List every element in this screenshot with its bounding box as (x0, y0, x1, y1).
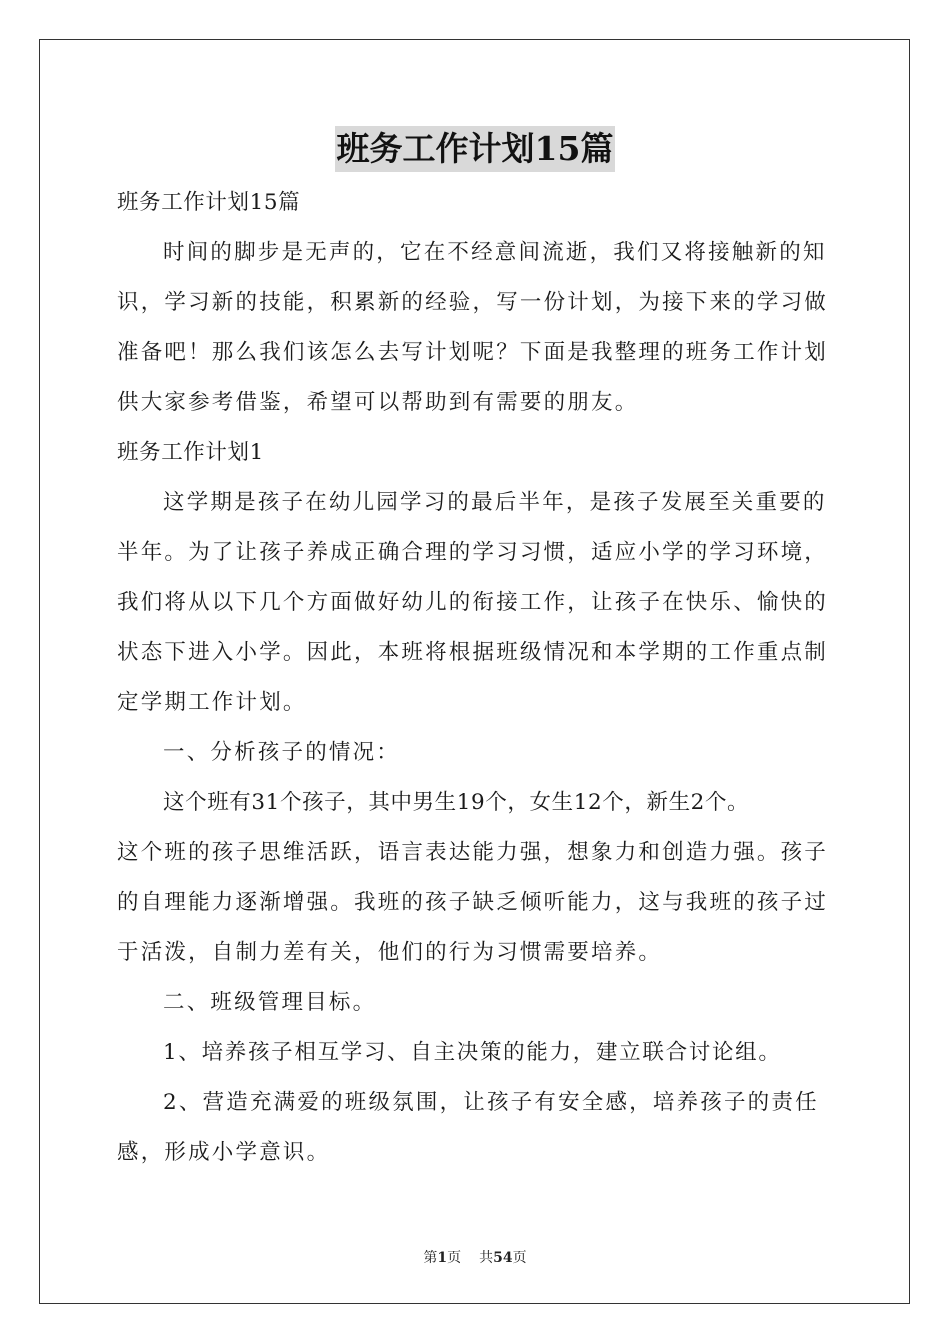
subtitle: 班务工作计划15篇 (117, 190, 301, 215)
intro-line-1: 时间的脚步是无声的，它在不经意间流逝，我们又将接触新的知 (163, 240, 827, 265)
intro-line-3: 准备吧！那么我们该怎么去写计划呢？下面是我整理的班务工作计划 (117, 340, 829, 365)
section-heading: 班务工作计划1 (117, 440, 264, 465)
intro-line-4: 供大家参考借鉴，希望可以帮助到有需要的朋友。 (117, 390, 639, 415)
para2-line-1: 这个班有31个孩子，其中男生19个，女生12个，新生2个。 (163, 790, 750, 815)
goal-2-line-2: 感，形成小学意识。 (117, 1140, 331, 1165)
para1-line-4: 状态下进入小学。因此，本班将根据班级情况和本学期的工作重点制 (117, 640, 829, 665)
title-container (0, 126, 950, 172)
total-prefix: 共 (479, 1250, 494, 1266)
goals-heading: 二、班级管理目标。 (163, 990, 377, 1015)
goal-2-line-1: 2、营造充满爱的班级氛围，让孩子有安全感，培养孩子的责任 (163, 1090, 819, 1115)
intro-line-2: 识，学习新的技能，积累新的经验，写一份计划，为接下来的学习做 (117, 290, 829, 315)
para2-line-4: 于活泼，自制力差有关，他们的行为习惯需要培养。 (117, 940, 663, 965)
para2-line-3: 的自理能力逐渐增强。我班的孩子缺乏倾听能力，这与我班的孩子过 (117, 890, 829, 915)
page-suffix: 页 (447, 1250, 462, 1266)
page-footer (0, 1249, 950, 1267)
total-pages: 54 (493, 1250, 513, 1266)
para1-line-2: 半年。为了让孩子养成正确合理的学习习惯，适应小学的学习环境， (117, 540, 829, 565)
analysis-heading: 一、分析孩子的情况： (163, 740, 401, 765)
document-title: 班务工作计划15篇 (335, 126, 616, 172)
page-prefix: 第 (423, 1250, 438, 1266)
document-body (117, 178, 833, 1178)
total-suffix: 页 (512, 1250, 527, 1266)
para2-line-2: 这个班的孩子思维活跃，语言表达能力强，想象力和创造力强。孩子 (117, 840, 829, 865)
para1-line-3: 我们将从以下几个方面做好幼儿的衔接工作，让孩子在快乐、愉快的 (117, 590, 829, 615)
para1-line-1: 这学期是孩子在幼儿园学习的最后半年，是孩子发展至关重要的 (163, 490, 827, 515)
page-number: 1 (437, 1250, 448, 1266)
goal-1: 1、培养孩子相互学习、自主决策的能力，建立联合讨论组。 (163, 1040, 782, 1065)
para1-line-5: 定学期工作计划。 (117, 690, 307, 715)
